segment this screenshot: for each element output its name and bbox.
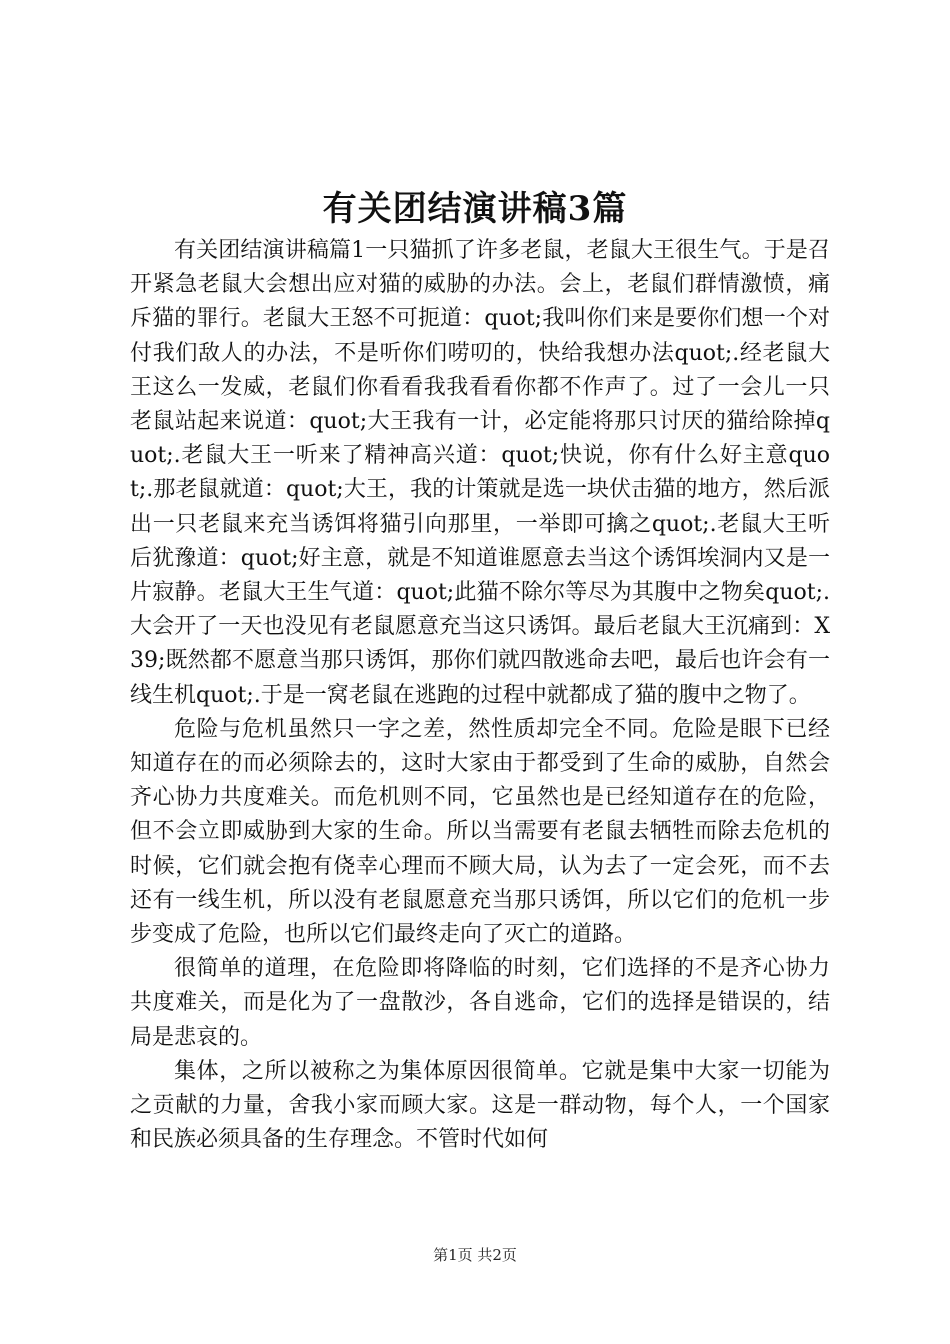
- body-paragraph-2: 危险与危机虽然只一字之差，然性质却完全不同。危险是眼下已经知道存在的而必须除去的，这时大家由于都受到了生命的威胁，自然会齐心协力共度难关。而危机则不同，它虽然也是已经知道存在的危险，但不会立即威胁到大家的生命。所以当需要有老鼠去牺牲而除去危机的时候，它们就会抱有侥幸心理而不顾大局，认为去了一定会死，而不去还有一线生机，所以没有老鼠愿意充当那只诱饵，所以它们的危机一步步变成了危险，也所以它们最终走向了灭亡的道路。: [130, 716, 830, 948]
- body-paragraph-4: 集体，之所以被称之为集体原因很简单。它就是集中大家一切能为之贡献的力量，舍我小家而顾大家。这是一群动物，每个人，一个国家和民族必须具备的生存理念。不管时代如何: [130, 1058, 830, 1153]
- body-paragraph-1: 有关团结演讲稿篇1一只猫抓了许多老鼠，老鼠大王很生气。于是召开紧急老鼠大会想出应对猫的威胁的办法。会上，老鼠们群情激愤，痛斥猫的罪行。老鼠大王怒不可扼道：quot;我叫你们来是要你们想一个对付我们敌人的办法，不是听你们唠叨的，快给我想办法quot;.经老鼠大王这么一发威，老鼠们你看看我我看看你都不作声了。过了一会儿一只老鼠站起来说道：quot;大王我有一计，必定能将那只讨厌的猫给除掉quot;.老鼠大王一听来了精神高兴道：quot;快说，你有什么好主意quot;.那老鼠就道：quot;大王，我的计策就是选一块伏击猫的地方，然后派出一只老鼠来充当诱饵将猫引向那里，一举即可擒之quot;.老鼠大王听后犹豫道：quot;好主意，就是不知道谁愿意去当这个诱饵埃洞内又是一片寂静。老鼠大王生气道：quot;此猫不除尔等尽为其腹中之物矣quot;.大会开了一天也没见有老鼠愿意充当这只诱饵。最后老鼠大王沉痛到：X39;既然都不愿意当那只诱饵，那你们就四散逃命去吧，最后也许会有一线生机quot;.于是一窝老鼠在逃跑的过程中就都成了猫的腹中之物了。: [130, 238, 830, 708]
- page-number-footer: 第1页 共2页: [433, 1246, 517, 1264]
- document-body: [130, 234, 830, 1157]
- body-paragraph-3: 很简单的道理，在危险即将降临的时刻，它们选择的不是齐心协力共度难关，而是化为了一盘散沙，各自逃命，它们的选择是错误的，结局是悲哀的。: [130, 956, 830, 1050]
- document-title: 有关团结演讲稿3篇: [322, 189, 628, 229]
